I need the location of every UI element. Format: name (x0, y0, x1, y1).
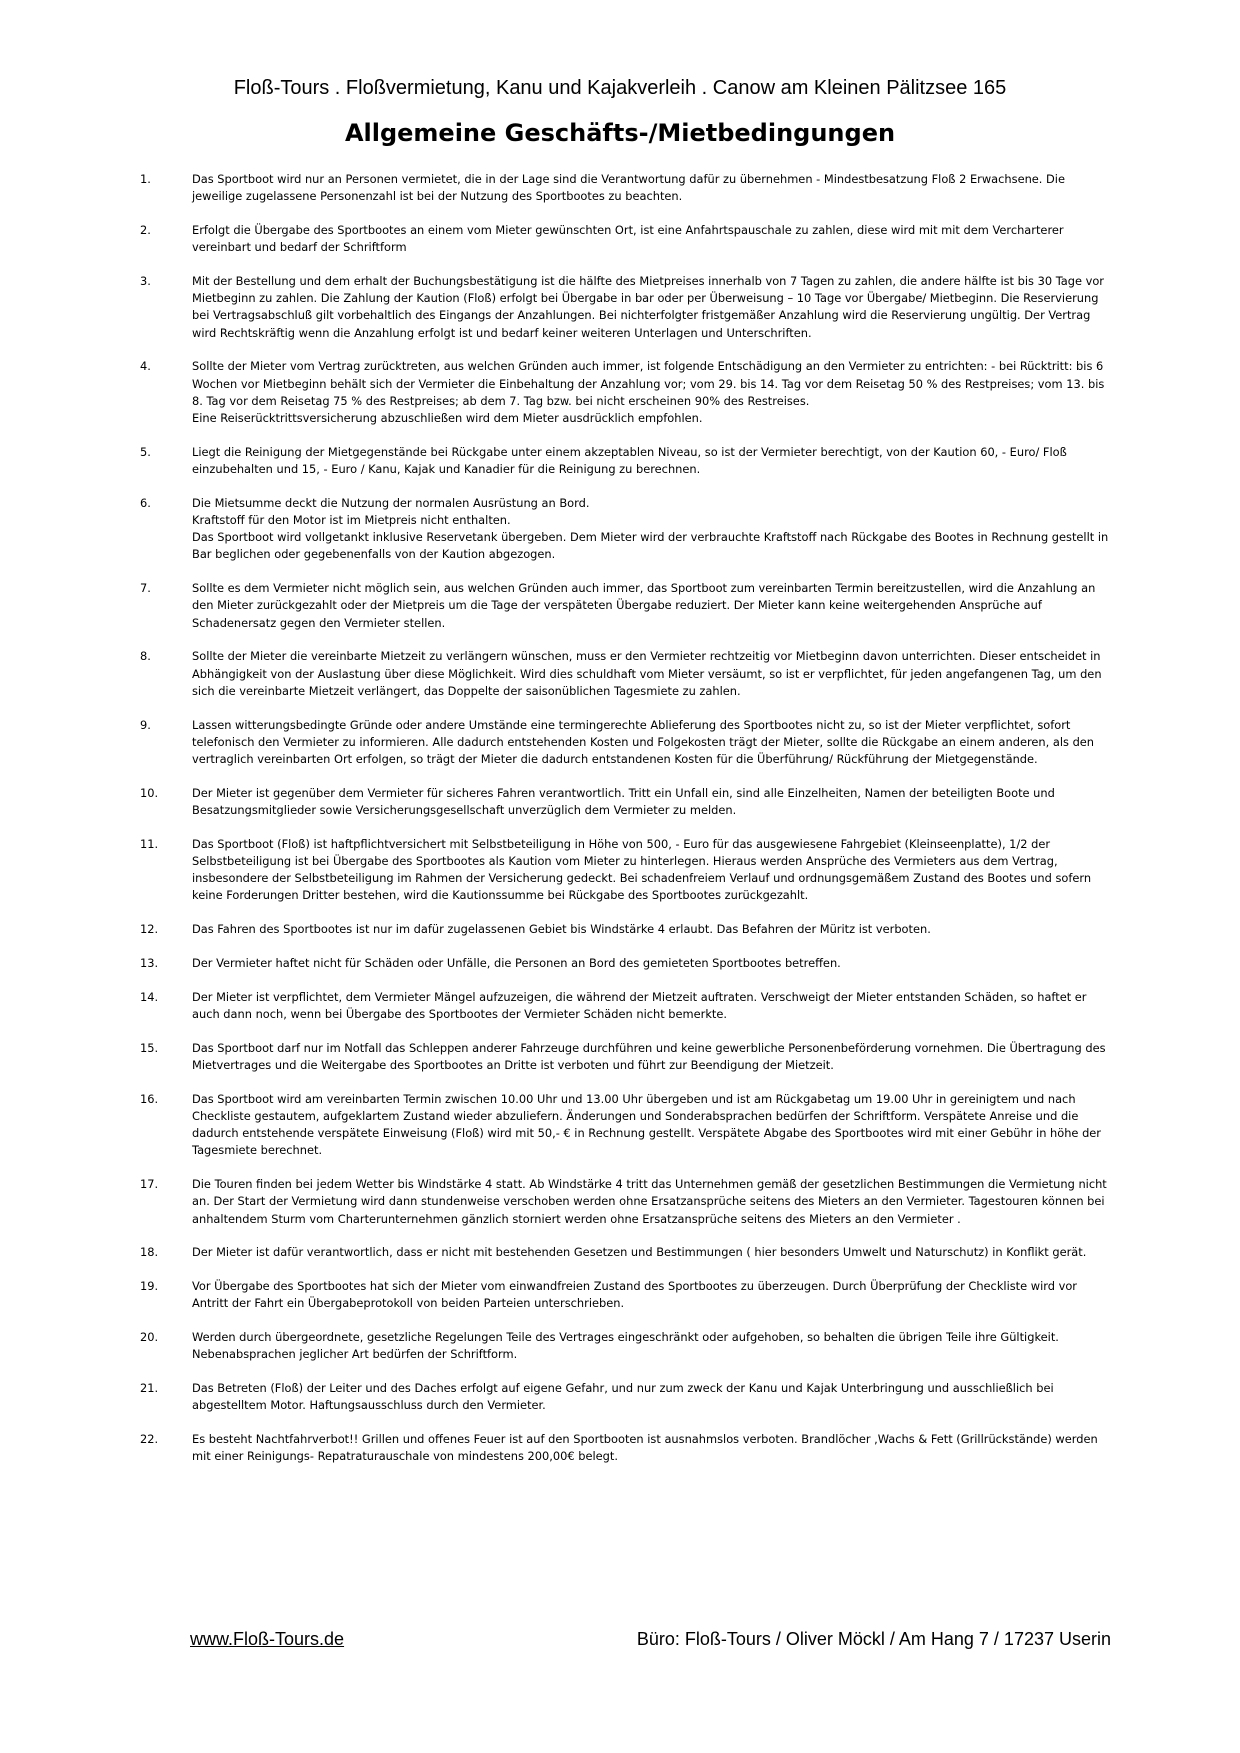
clause-number: 15. (140, 1040, 159, 1055)
clause-number: 22. (140, 1432, 159, 1447)
clause-number: 6. (140, 495, 151, 510)
clause-text: Es besteht Nachtfahrverbot!! Grillen und offenes Feuer ist auf den Sportbooten ist ausnahmslos verboten. Brandlöcher ,Wachs & Fett (Grillrückstände) werden mit einer Reinigungs- Repatraturauschale von mindestens 200,00€ belegt. (192, 1432, 1098, 1464)
clause-text: Das Betreten (Floß) der Leiter und des Daches erfolgt auf eigene Gefahr, und nur zum zweck der Kanu und Kajak Unterbringung und ausschließlich bei abgestelltem Motor. Haftungsausschluss durch den Vermieter. (192, 1381, 1054, 1413)
clause-item (140, 717, 1115, 769)
office-address: Büro: Floß-Tours / Oliver Möckl / Am Hang 7 / 17237 Userin (636, 1629, 1111, 1649)
clause-text: Lassen witterungsbedingte Gründe oder andere Umstände eine termingerechte Ablieferung des Sportbootes nicht zu, so ist der Mieter verpflichtet, sofort telefonisch den Vermieter zu informieren. Alle dadurch entstehenden Kosten und Folgekosten trägt der Mieter, sollte die Rückgabe an einem anderen, als den vertraglich vereinbarten Ort erfolgen, so trägt der Mieter die dadurch entstandenen Kosten für die Überführung/ Rückführung der Mietgegenstände. (192, 717, 1095, 767)
clause-text: Sollte es dem Vermieter nicht möglich sein, aus welchen Gründen auch immer, das Sportboot zum vereinbarten Termin bereitzustellen, wird die Anzahlung an den Mieter zurückgezahlt oder der Mietpreis um die Tage der verspäteten Übergabe reduziert. Der Mieter kann keine weitergehenden Ansprüche auf Schadenersatz gegen den Vermieter stellen. (192, 581, 1096, 630)
clause-number: 14. (140, 989, 159, 1004)
page-title: Allgemeine Geschäfts-/Mietbedingungen (344, 119, 896, 147)
clause-item (140, 1431, 1115, 1465)
clause-item (140, 785, 1115, 819)
clause-number: 2. (140, 223, 151, 237)
clause-number: 1. (140, 172, 151, 186)
clause-number: 19. (140, 1279, 159, 1294)
clause-text: Der Mieter ist gegenüber dem Vermieter für sicheres Fahren verantwortlich. Tritt ein Unfall ein, sind alle Einzelheiten, Namen der beteiligten Boote und Besatzungsmitglieder sowie Versicherungsgesellschaft unverzüglich dem Vermieter zu melden. (192, 785, 1055, 818)
clause-text: Das Sportboot wird am vereinbarten Termin zwischen 10.00 Uhr und 13.00 Uhr übergeben und ist am Rückgabetag um 19.00 Uhr in gereinigtem und nach Checkliste gestautem, aufgeklartem Zustand wieder abzuliefern. Änderungen und Sonderabsprachen bedürfen der Schriftform. Verspätete Anreise und die dadurch entstehende verspätete Einweisung (Floß) wird mit 50,- € in Rechnung gestellt. Verspätete Abgabe des Sportbootes wird mit einer Gebühr in höhe der Tagesmiete berechnet. (192, 1091, 1101, 1158)
clause-number: 12. (140, 922, 159, 937)
terms-list (140, 171, 1115, 1482)
clause-number: 16. (140, 1091, 159, 1106)
company-header: Floß-Tours . Floßvermietung, Kanu und Kajakverleih . Canow am Kleinen Pälitzsee 165 (233, 77, 1007, 99)
clause-item (140, 358, 1115, 427)
clause-text: Der Vermieter haftet nicht für Schäden oder Unfälle, die Personen an Bord des gemieteten Sportbootes betreffen. (192, 956, 841, 971)
clause-number: 5. (140, 444, 151, 459)
clause-text: Sollte der Mieter vom Vertrag zurücktreten, aus welchen Gründen auch immer, ist folgende Entschädigung an den Vermieter zu entrichten: - bei Rücktritt: bis 6 Wochen vor Mietbeginn behält sich der Vermieter die Einbehaltung der Anzahlung vor; vom 29. bis 14. Tag vor dem Reisetag 50 % des Restpreises; vom 13. bis 8. Tag vor dem Reisetag 75 % des Restpreises; ab dem 7. Tag bzw. bei nicht erscheinen 90% des Restreises. Eine Reiserücktrittsversicherung abzuschließen wird dem Mieter ausdrücklich empfohlen. (192, 359, 1105, 426)
clause-number: 18. (140, 1245, 159, 1260)
clause-number: 11. (140, 836, 159, 851)
clause-number: 9. (140, 717, 151, 732)
clause-item (140, 955, 1115, 972)
clause-item (140, 1091, 1115, 1160)
clause-item (140, 836, 1115, 905)
clause-number: 17. (140, 1177, 159, 1192)
clause-text: Vor Übergabe des Sportbootes hat sich der Mieter vom einwandfreien Zustand des Sportbootes zu überzeugen. Durch Überprüfung der Checkliste wird vor Antritt der Fahrt ein Übergabeprotokoll von beiden Parteien unterschrieben. (192, 1279, 1077, 1311)
clause-text: Das Sportboot darf nur im Notfall das Schleppen anderer Fahrzeuge durchführen und keine gewerbliche Personenbeförderung vornehmen. Die Übertragung des Mietvertrages und die Weitergabe des Sportbootes an Dritte ist verboten und führt zur Beendigung der Mietzeit. (192, 1040, 1106, 1073)
clause-item (140, 1278, 1115, 1312)
clause-text: Der Mieter ist verpflichtet, dem Vermieter Mängel aufzuzeigen, die während der Mietzeit auftraten. Verschweigt der Mieter entstanden Schäden, so haftet er auch dann noch, wenn bei Übergabe des Sportbootes der Vermieter Schäden nicht bemerkte. (192, 989, 1087, 1022)
clause-item (140, 222, 1115, 256)
clause-text: Das Fahren des Sportbootes ist nur im dafür zugelassenen Gebiet bis Windstärke 4 erlaubt. Das Befahren der Müritz ist verboten. (192, 922, 931, 937)
clause-number: 7. (140, 581, 151, 596)
clause-number: 13. (140, 956, 159, 971)
clause-number: 21. (140, 1381, 159, 1396)
clause-number: 8. (140, 649, 151, 664)
clause-item (140, 921, 1115, 938)
clause-number: 20. (140, 1330, 159, 1345)
clause-text: Das Sportboot (Floß) ist haftpflichtversichert mit Selbstbeteiligung in Höhe von 500, - Euro für das ausgewiesene Fahrgebiet (Kleinseenplatte), 1/2 der Selbstbeteiligung ist bei Übergabe des Sportbootes als Kaution vom Mieter zu hinterlegen. Hieraus werden Ansprüche des Vermieters aus dem Vertrag, insbesondere der Selbstbeteiligung im Rahmen der Versicherung gedeckt. Bei schadenfreiem Verlauf und ordnungsgemäßem Zustand des Bootes und sofern keine Forderungen Dritter bestehen, wird die Kautionssumme bei Rückgabe des Sportbootes zurückgezahlt. (192, 836, 1092, 903)
clause-text: Liegt die Reinigung der Mietgegenstände bei Rückgabe unter einem akzeptablen Niveau, so ist der Vermieter berechtigt, von der Kaution 60, - Euro/ Floß einzubehalten und 15, - Euro / Kanu, Kajak und Kanadier für die Reinigung zu berechnen. (192, 444, 1067, 477)
clause-item (140, 171, 1115, 205)
clause-number: 4. (140, 359, 151, 374)
clause-text: Sollte der Mieter die vereinbarte Mietzeit zu verlängern wünschen, muss er den Vermieter rechtzeitig vor Mietbeginn davon unterrichten. Dieser entscheidet in Abhängigkeit von der Auslastung über diese Möglichkeit. Wird dies schuldhaft vom Mieter versäumt, so ist er verpflichtet, für jeden angefangenen Tag, um den sich die vereinbarte Mietzeit verlängert, das Doppelte der saisonüblichen Tagesmiete zu zahlen. (192, 649, 1102, 698)
clause-text: Die Mietsumme deckt die Nutzung der normalen Ausrüstung an Bord. Kraftstoff für den Motor ist im Mietpreis nicht enthalten. Das Sportboot wird vollgetankt inklusive Reservetank übergeben. Dem Mieter wird der verbrauchte Kraftstoff nach Rückgabe des Bootes in Rechnung gestellt in Bar beglichen oder gegebenenfalls von der Kaution abgezogen. (192, 495, 1109, 562)
clause-text: Werden durch übergeordnete, gesetzliche Regelungen Teile des Vertrages eingeschränkt oder aufgehoben, so behalten die übrigen Teile ihre Gültigkeit. Nebenabsprachen jeglicher Art bedürfen der Schriftform. (192, 1330, 1059, 1362)
clause-item (140, 1244, 1115, 1261)
clause-item (140, 273, 1115, 342)
clause-item (140, 989, 1115, 1023)
clause-text: Die Touren finden bei jedem Wetter bis Windstärke 4 statt. Ab Windstärke 4 tritt das Unternehmen gemäß der gesetzlichen Bestimmungen die Vermietung nicht an. Der Start der Vermietung wird dann stundenweise verschoben werden ohne Ersatzansprüche seitens des Mieters an den Vermieter. Tagestouren können bei anhaltendem Sturm vom Charterunternehmen gänzlich storniert werden ohne Ersatzansprüche seitens des Mieters an den Vermieter . (192, 1177, 1107, 1226)
clause-item (140, 1176, 1115, 1228)
clause-item (140, 1329, 1115, 1363)
clause-text: Das Sportboot wird nur an Personen vermietet, die in der Lage sind die Verantwortung dafür zu übernehmen - Mindestbesatzung Floß 2 Erwachsene. Die jeweilige zugelassene Personenzahl ist bei der Nutzung des Sportbootes zu beachten. (192, 172, 1065, 204)
website-link[interactable]: www.Floß-Tours.de (190, 1629, 345, 1649)
clause-text: Erfolgt die Übergabe des Sportbootes an einem vom Mieter gewünschten Ort, ist eine Anfahrtspauschale zu zahlen, diese wird mit mit dem Vercharterer vereinbart und bedarf der Schriftform (192, 223, 1064, 255)
clause-item (140, 1040, 1115, 1074)
clause-item (140, 1380, 1115, 1414)
clause-text: Der Mieter ist dafür verantwortlich, dass er nicht mit bestehenden Gesetzen und Bestimmungen ( hier besonders Umwelt und Naturschutz) in Konflikt gerät. (192, 1245, 1087, 1260)
clause-text: Mit der Bestellung und dem erhalt der Buchungsbestätigung ist die hälfte des Mietpreises innerhalb von 7 Tagen zu zahlen, die andere hälfte ist bis 30 Tage vor Mietbeginn zu zahlen. Die Zahlung der Kaution (Floß) erfolgt bei Übergabe in bar oder per Überweisung – 10 Tage vor Übergabe/ Mietbeginn. Die Reservierung bei Vertragsabschluß gilt vorbehaltlich des Eingangs der Anzahlungen. Bei nichterfolgter fristgemäßer Anzahlung wird die Reservierung ungültig. Der Vertrag wird Rechtskräftig wenn die Anzahlung erfolgt ist und bedarf keiner weiteren Unterlagen und Unterschriften. (192, 274, 1104, 340)
clause-item (140, 495, 1115, 564)
clause-item (140, 648, 1115, 700)
clause-number: 3. (140, 274, 151, 288)
clause-item (140, 444, 1115, 478)
clause-number: 10. (140, 785, 159, 800)
clause-item (140, 580, 1115, 632)
